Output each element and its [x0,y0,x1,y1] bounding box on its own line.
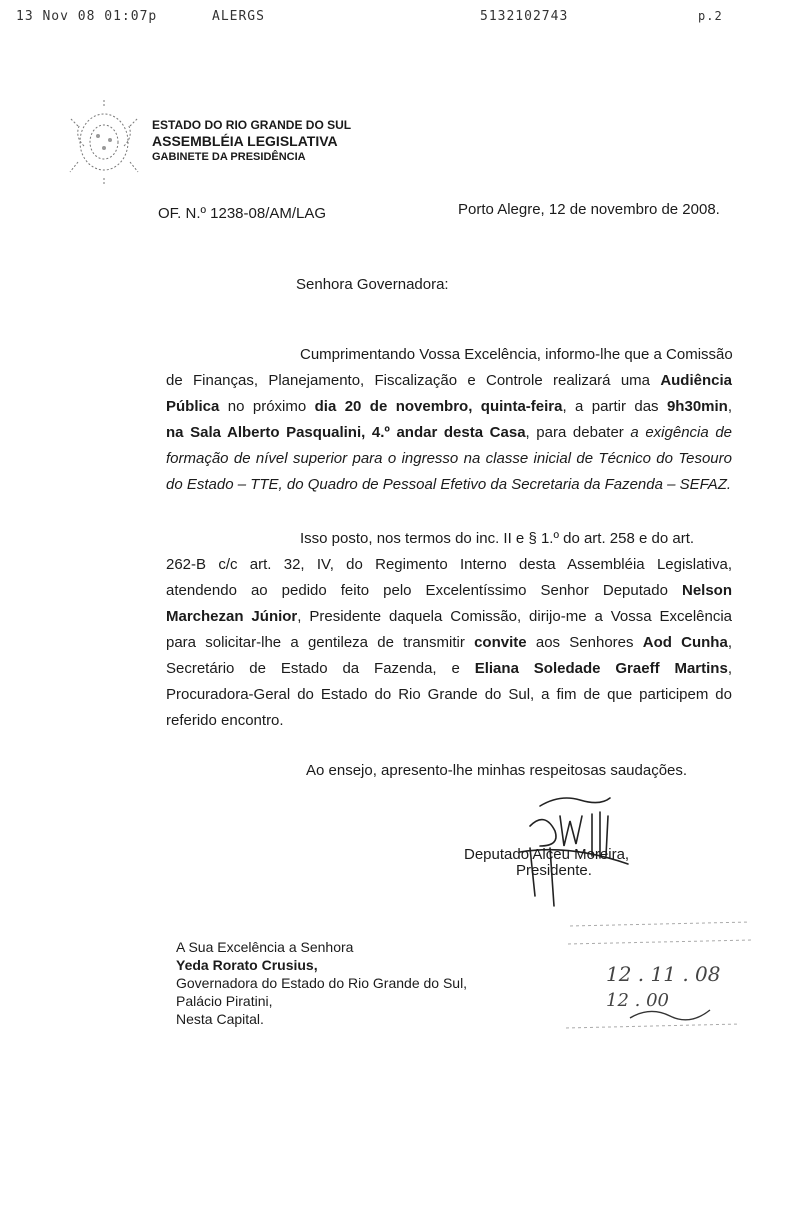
para1-italic: formação de nível superior para o ingresso na classe inicial de Técnico do Tesouro [166,450,732,467]
para2-line-6 [166,660,732,678]
para2-bold: Eliana Soledade Graeff Martins [474,660,728,677]
para2-text: atendendo ao pedido feito pelo Excelentíssimo Senhor Deputado [166,582,682,599]
addressee-name: Yeda Rorato Crusius, [176,957,318,973]
letterhead-cabinet: GABINETE DA PRESIDÊNCIA [152,151,306,163]
para2-bold: Marchezan Júnior [166,608,298,625]
para1-line-6: do Estado – TTE, do Quadro de Pessoal Efetivo da Secretaria da Fazenda – SEFAZ. [166,476,732,493]
signatory-name: Deputado Alceu Moreira, [464,846,630,863]
para1-text: , a partir das [562,398,667,415]
coat-of-arms-seal [64,96,144,188]
para2-bold: Aod Cunha [642,634,728,651]
para1-line-5 [166,450,732,468]
para1-bold: na Sala Alberto Pasqualini, 4.º andar desta Casa [166,424,526,441]
para1-line-2 [166,372,732,390]
para2-line-1: Isso posto, nos termos do inc. II e § 1.º do art. 258 e do art. [300,530,695,547]
fax-page-number: p.2 [698,9,723,23]
fax-date: 13 Nov 08 01:07p [16,9,158,24]
fax-sender: ALERGS [212,9,265,24]
para2-text: Secretário de Estado da Fazenda, e [166,660,475,677]
para2-text: , [727,634,732,651]
fax-number: 5132102743 [480,9,569,24]
addressee-line-1: A Sua Excelência a Senhora [176,939,354,955]
signatory-title: Presidente. [516,862,592,879]
closing-line: Ao ensejo, apresento-lhe minhas respeitosas saudações. [306,762,688,779]
stamp-date: 12 . 11 . 08 [606,962,721,986]
para2-line-3 [166,582,732,600]
addressee-line-3: Governadora do Estado do Rio Grande do Sul, [176,975,468,991]
para1-text: no próximo [219,398,315,415]
receipt-stamp [560,918,760,1048]
place-date: Porto Alegre, 12 de novembro de 2008. [458,201,720,218]
para1-italic: a exigência de [630,424,732,441]
letterhead [152,117,351,165]
salutation: Senhora Governadora: [296,276,449,293]
para2-line-7: Procuradora-Geral do Estado do Rio Grande do Sul, a fim de que participem do [166,686,732,703]
para2-line-5 [166,634,732,652]
para2-text: aos Senhores [526,634,643,651]
para1-text: , [727,398,732,415]
para1-text: de Finanças, Planejamento, Fiscalização e Controle realizará uma [166,372,661,389]
para1-line-3 [166,398,732,416]
para2-text: , [727,660,732,677]
para1-bold: Audiência [660,372,732,389]
para1-line-1: Cumprimentando Vossa Excelência, informo-lhe que a Comissão [300,346,733,363]
para2-line-4 [166,608,732,626]
addressee-line-5: Nesta Capital. [176,1011,264,1027]
para1-line-4 [166,424,732,442]
addressee-line-4: Palácio Piratini, [176,993,273,1009]
para2-text: , Presidente daquela Comissão, dirijo-me a Vossa Excelência [297,608,733,625]
letterhead-assembly: ASSEMBLÉIA LEGISLATIVA [152,133,338,149]
para1-bold: Pública [166,398,220,415]
document-reference: OF. N.º 1238-08/AM/LAG [158,205,327,222]
para2-bold: convite [474,634,527,651]
para1-bold: 9h30min [666,398,728,415]
para2-bold: Nelson [681,582,732,599]
para1-bold: dia 20 de novembro, quinta-feira [314,398,563,415]
stamp-time: 12 . 00 [606,990,669,1011]
para2-text: para solicitar-lhe a gentileza de transmitir [166,634,475,651]
para2-line-8: referido encontro. [166,712,284,729]
para1-text: , para debater [525,424,631,441]
para2-line-2: 262-B c/c art. 32, IV, do Regimento Interno desta Assembléia Legislativa, [166,556,732,573]
letterhead-state: ESTADO DO RIO GRANDE DO SUL [152,118,352,132]
